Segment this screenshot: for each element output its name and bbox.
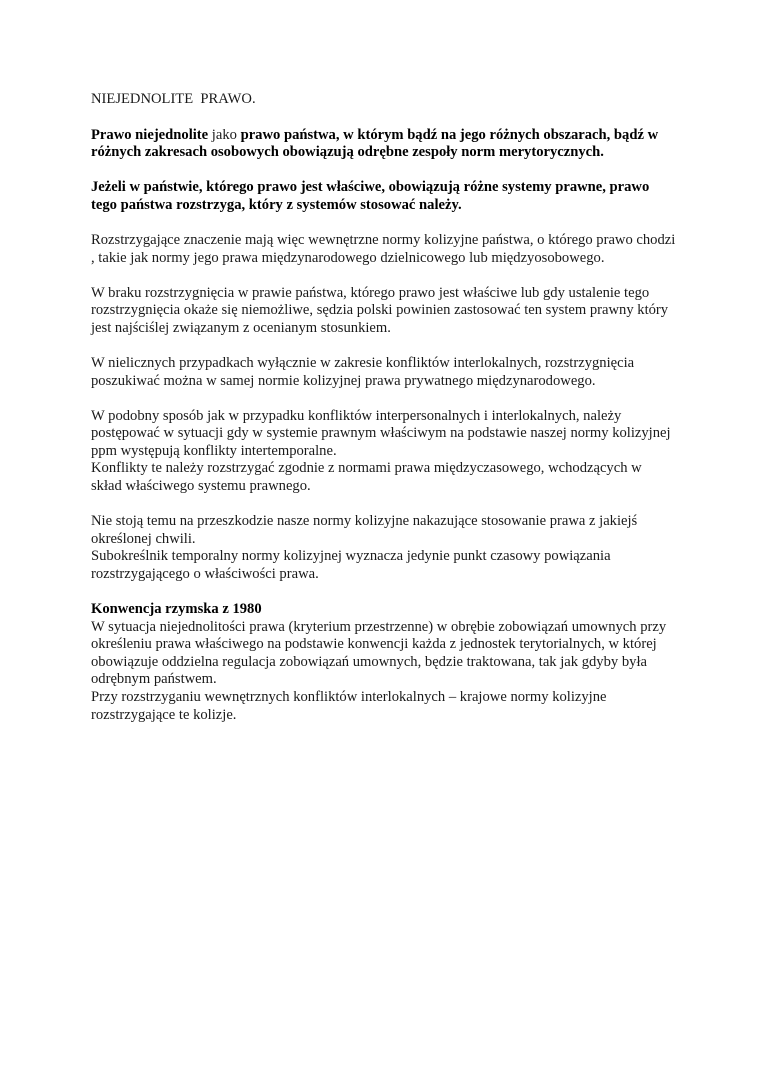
document-body bbox=[91, 91, 676, 724]
connector-text: jako bbox=[208, 126, 241, 143]
paragraph-definition bbox=[91, 127, 676, 162]
paragraph-no-obstacle: Nie stoją temu na przeszkodzie nasze normy kolizyjne nakazujące stosowanie prawa z jakiejś określonej chwili. bbox=[91, 513, 638, 547]
section-heading: Konwencja rzymska z 1980 bbox=[91, 600, 262, 617]
document-title: NIEJEDNOLITE PRAWO. bbox=[91, 91, 256, 107]
section-intertemporal bbox=[91, 408, 676, 496]
paragraph-rule: Jeżeli w państwie, którego prawo jest właściwe, obowiązują różne systemy prawne, prawo tego państwa rozstrzyga, który z systemów stosować należy. bbox=[91, 179, 650, 213]
paragraph-no-resolution: W braku rozstrzygnięcia w prawie państwa, którego prawo jest właściwe lub gdy ustalenie tego rozstrzygnięcia okaże się niemożliwe, sędzia polski powinien zastosować ten system prawny który jest najściślej związanym z ocenianym stosunkiem. bbox=[91, 284, 669, 336]
term-bold: Prawo niejednolite bbox=[91, 126, 209, 143]
section-temporal-point bbox=[91, 513, 676, 583]
definition-bold: prawo państwa, w którym bądź na jego różnych obszarach, bądź w różnych zakresach osobowych obowiązują odrębne zespoły norm merytorycznych. bbox=[91, 126, 659, 161]
paragraph-domestic-norms: Przy rozstrzyganiu wewnętrznych konfliktów interlokalnych – krajowe normy kolizyjne rozstrzygające te kolizje. bbox=[91, 688, 607, 723]
section-rome-convention bbox=[91, 601, 676, 724]
paragraph-intertemporal: W podobny sposób jak w przypadku konfliktów interpersonalnych i interlokalnych, należy postępować w sytuacji gdy w systemie prawnym właściwym na podstawie naszej normy kolizyjnej ppm występują konflikty intertemporalne. bbox=[91, 407, 671, 459]
paragraph-convention: W sytuacja niejednolitości prawa (kryterium przestrzenne) w obrębie zobowiązań umownych przy określeniu prawa właściwego na podstawie konwencji każda z jednostek terytorialnych, w której obowiązuje oddzielna regulacja zobowiązań umownych, będzie traktowana, tak jak gdyby była odrębnym państwem. bbox=[91, 618, 667, 688]
paragraph-interlocal: W nielicznych przypadkach wyłącznie w zakresie konfliktów interlokalnych, rozstrzygnięcia poszukiwać można w samej normie kolizyjnej prawa prywatnego międzynarodowego. bbox=[91, 354, 635, 389]
paragraph-intertemporal-resolution: Konflikty te należy rozstrzygać zgodnie z normami prawa międzyczasowego, wchodzących w skład właściwego systemu prawnego. bbox=[91, 460, 642, 494]
paragraph-internal-norms: Rozstrzygające znaczenie mają więc wewnętrzne normy kolizyjne państwa, o którego prawo chodzi , takie jak normy jego prawa międzynarodowego dzielnicowego lub międzyosobowego. bbox=[91, 231, 676, 266]
paragraph-temporal-subdeterminant: Subokreślnik temporalny normy kolizyjnej wyznacza jedynie punkt czasowy powiązania rozstrzygającego o właściwości prawa. bbox=[91, 548, 611, 582]
